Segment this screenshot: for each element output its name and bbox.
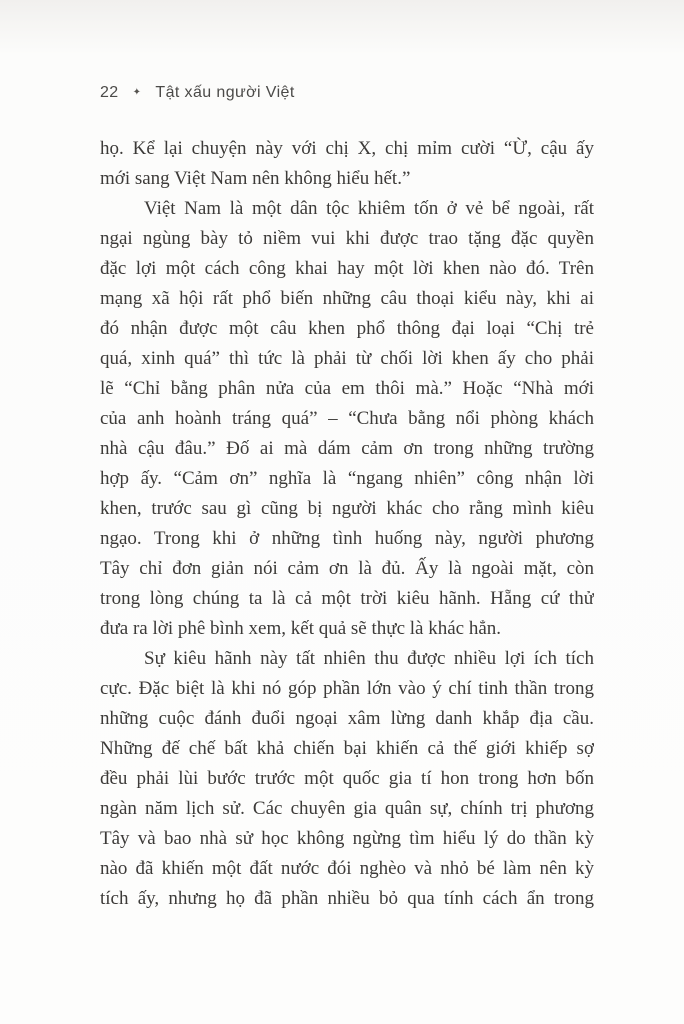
diamond-separator-icon: ✦ (132, 86, 142, 98)
text-line: Việt Nam là một dân tộc khiêm tốn ở vẻ bể ngoài, rất (144, 198, 594, 219)
text-line: của anh hoành tráng quá” – “Chưa bằng nổi phòng khách (100, 408, 594, 429)
text-line: Tây và bao nhà sử học không ngừng tìm hiểu lý do thần kỳ (100, 828, 594, 849)
text-line: tích ấy, nhưng họ đã phần nhiều bỏ qua tính cách ẩn trong (100, 888, 594, 909)
text-line: khen, trước sau gì cũng bị người khác cho rằng mình kiêu (100, 498, 594, 519)
text-line: lẽ “Chỉ bằng phân nửa của em thôi mà.” Hoặc “Nhà mới (100, 378, 594, 399)
text-line: đều phải lùi bước trước một quốc gia tí hon trong hơn bốn (100, 768, 594, 789)
text-line: Sự kiêu hãnh này tất nhiên thu được nhiều lợi ích tích (144, 648, 594, 669)
text-line: mạng xã hội rất phổ biến những câu thoại kiểu này, khi ai (100, 288, 594, 309)
text-line: ngạo. Trong khi ở những tình huống này, người phương (100, 528, 594, 549)
text-line: quá, xinh quá” thì tức là phải từ chối lời khen ấy cho phải (100, 348, 594, 369)
page-body-text (100, 134, 594, 914)
running-header (100, 84, 295, 102)
text-line: trong lòng chúng ta là cả một trời kiêu hãnh. Hẵng cứ thử (100, 588, 594, 609)
text-line: Những đế chế bất khả chiến bại khiến cả thế giới khiếp sợ (100, 738, 594, 759)
text-line: đưa ra lời phê bình xem, kết quả sẽ thực là khác hẳn. (100, 618, 502, 639)
text-line: Tây chỉ đơn giản nói cảm ơn là đủ. Ấy là ngoài mặt, còn (100, 558, 594, 579)
text-line: ngại ngùng bày tỏ niềm vui khi được trao tặng đặc quyền (100, 228, 594, 249)
text-line: nào đã khiến một đất nước đói nghèo và nhỏ bé làm nên kỳ (100, 858, 594, 879)
text-line: đó nhận được một câu khen phổ thông đại loại “Chị trẻ (100, 318, 594, 339)
text-line: đặc lợi một cách công khai hay một lời khen nào đó. Trên (100, 258, 594, 279)
text-line: họ. Kể lại chuyện này với chị X, chị mỉm cười “Ừ, cậu ấy (100, 138, 594, 159)
text-line: cực. Đặc biệt là khi nó góp phần lớn vào ý chí tinh thần trong (100, 678, 594, 699)
page-number: 22 (100, 84, 119, 101)
book-title: Tật xấu người Việt (155, 84, 295, 101)
text-line: mới sang Việt Nam nên không hiểu hết.” (100, 168, 411, 189)
text-line: nhà cậu đâu.” Đố ai mà dám cảm ơn trong những trường (100, 438, 594, 459)
text-line: hợp ấy. “Cảm ơn” nghĩa là “ngang nhiên” công nhận lời (100, 468, 594, 489)
text-line: ngàn năm lịch sử. Các chuyên gia quân sự, chính trị phương (100, 798, 594, 819)
text-line: những cuộc đánh đuổi ngoại xâm lừng danh khắp địa cầu. (100, 708, 594, 729)
